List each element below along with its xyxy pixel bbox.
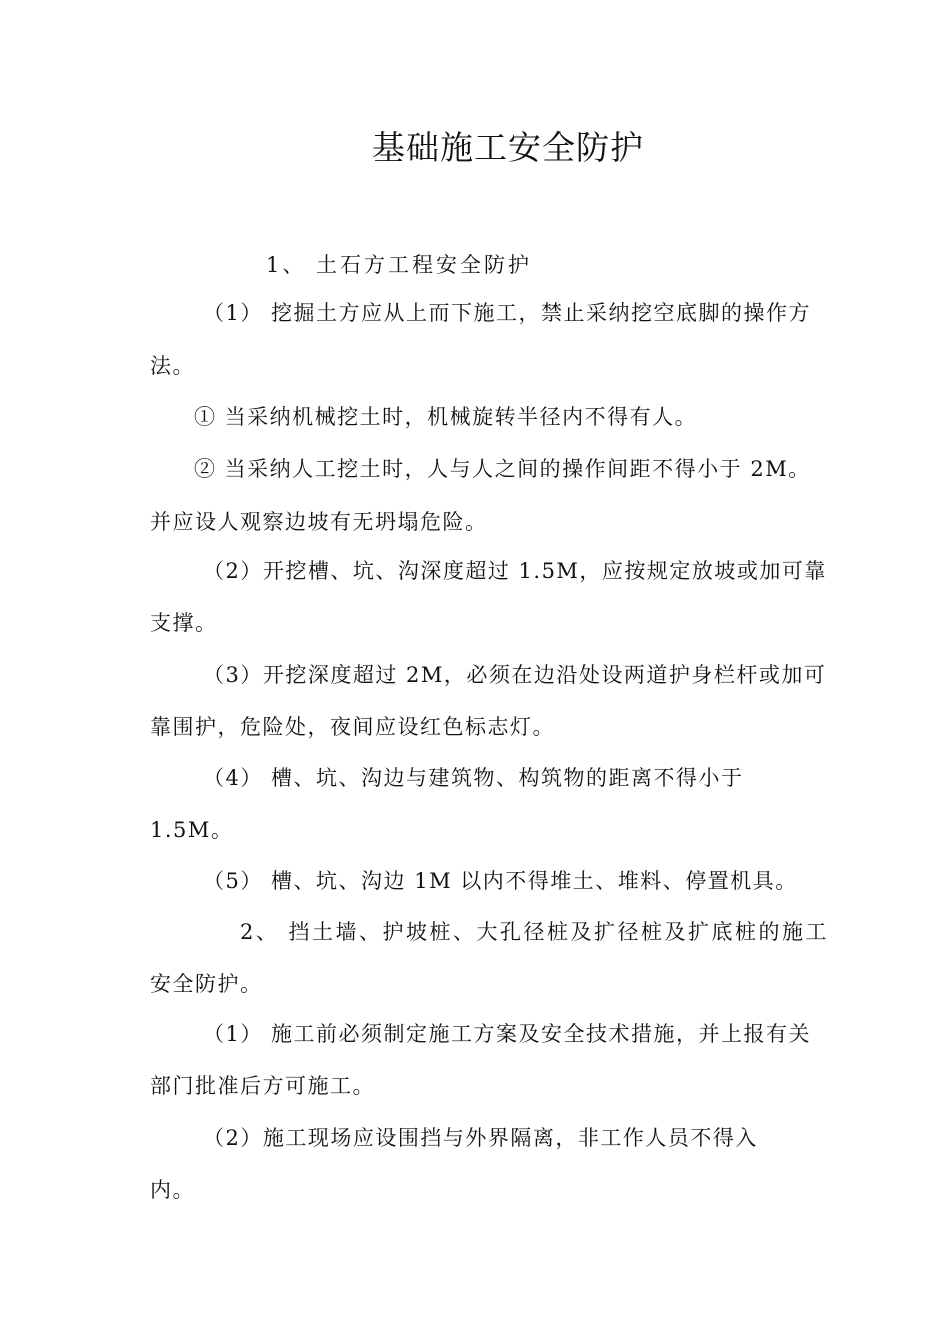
paragraph-line: 靠围护，危险处，夜间应设红色标志灯。 [150, 715, 555, 739]
paragraph-line: （1） 施工前必须制定施工方案及安全技术措施，并上报有关 [203, 1022, 812, 1046]
paragraph-line: （4） 槽、坑、沟边与建筑物、构筑物的距离不得小于 [203, 766, 744, 790]
section-heading-1: 1、 土石方工程安全防护 [266, 253, 533, 277]
paragraph-line: 内。 [150, 1178, 195, 1202]
paragraph-line: 部门批准后方可施工。 [150, 1074, 375, 1098]
paragraph-line: （2）开挖槽、坑、沟深度超过 1.5M，应按规定放坡或加可靠 [203, 559, 827, 583]
paragraph-line: 1.5M。 [150, 818, 234, 842]
paragraph-line: 并应设人观察边坡有无坍塌危险。 [150, 510, 488, 534]
paragraph-line: （3）开挖深度超过 2M，必须在边沿处设两道护身栏杆或加可 [203, 663, 827, 687]
document-title: 基础施工安全防护 [372, 128, 644, 167]
paragraph-line: ② 当采纳人工挖土时，人与人之间的操作间距不得小于 2M。 [194, 457, 811, 481]
paragraph-line: （1） 挖掘土方应从上而下施工，禁止采纳挖空底脚的操作方 [203, 301, 812, 325]
paragraph-line: 安全防护。 [150, 972, 263, 996]
section-heading-2: 2、 挡土墙、护坡桩、大孔径桩及扩径桩及扩底桩的施工 [240, 920, 830, 944]
paragraph-line: 支撑。 [150, 611, 218, 635]
paragraph-line: 法。 [150, 354, 195, 378]
paragraph-line: （2）施工现场应设围挡与外界隔离，非工作人员不得入 [203, 1126, 758, 1150]
paragraph-line: ① 当采纳机械挖土时，机械旋转半径内不得有人。 [194, 405, 698, 429]
paragraph-line: （5） 槽、坑、沟边 1M 以内不得堆土、堆料、停置机具。 [203, 869, 798, 893]
